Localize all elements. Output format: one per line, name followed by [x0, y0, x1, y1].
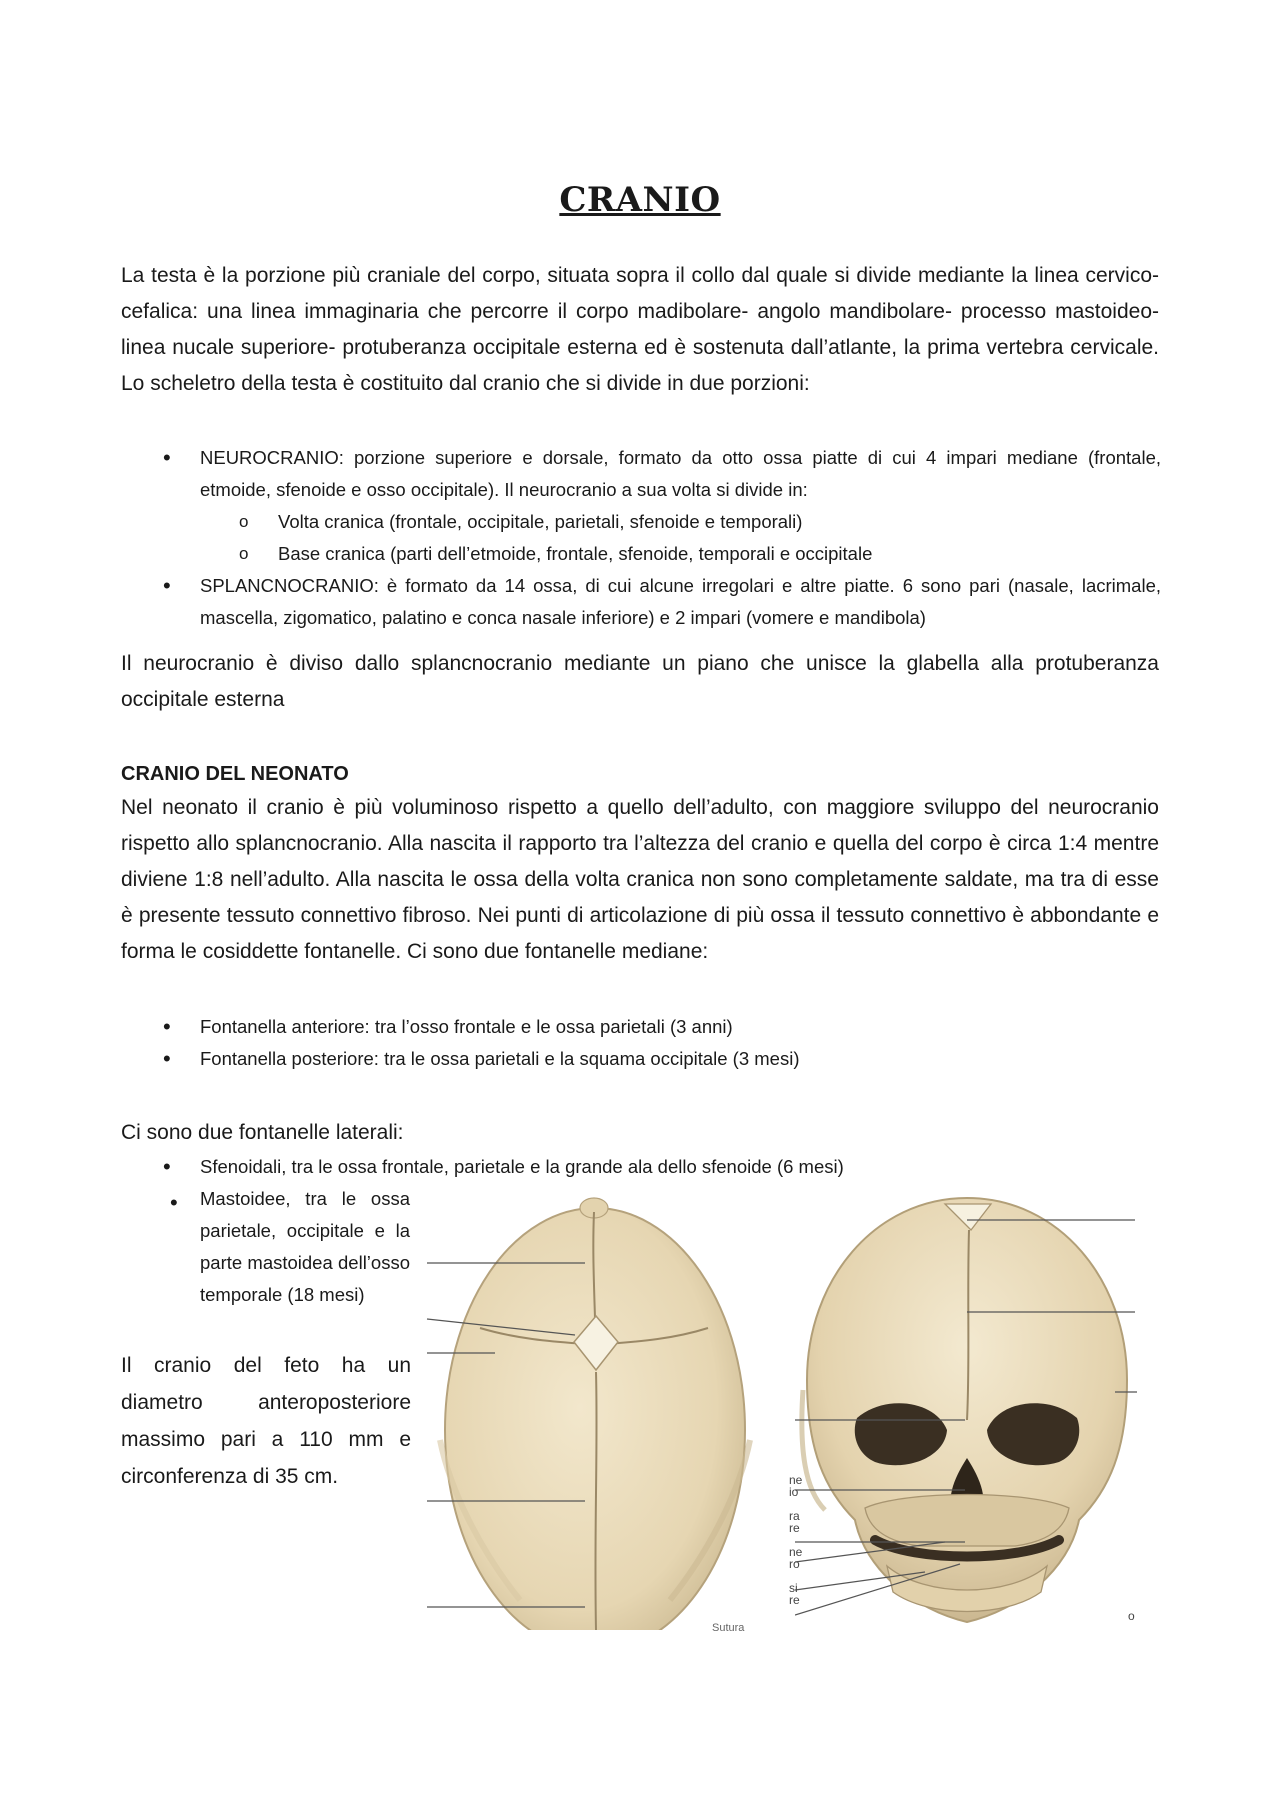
list-item-splancnocranio [121, 570, 1161, 634]
list-item-neurocranio [121, 442, 1161, 570]
section-heading-newborn: CRANIO DEL NEONATO [121, 763, 349, 785]
median-fontanelles-list [121, 1011, 1161, 1075]
figure-left-leader-lines [425, 1255, 590, 1615]
list-item-mastoidee: Mastoidee, tra le ossa parietale, occipitale e la parte mastoidea dell’osso temporale (18 mesi) [200, 1188, 410, 1305]
lateral-fontanelles-intro: Ci sono due fontanelle laterali: [121, 1121, 404, 1144]
figure-label-fragments: ne io ra re ne ro si re [789, 1473, 803, 1607]
newborn-paragraph: Nel neonato il cranio è più voluminoso rispetto a quello dell’adulto, con maggiore sviluppo del neurocranio rispetto allo splancnocranio. Alla nascita il rapporto tra l’altezza del cranio e quella del corpo è circa 1:4 mentre diviene 1:8 nell’adulto. Alla nascita le ossa della volta cranica non sono completamente saldate, ma tra di esse è presente tessuto connettivo fibroso. Nei punti di articolazione di più ossa il tessuto connettivo è abbondante e forma le cosiddette fontanelle. Ci sono due fontanelle mediane: [121, 796, 1159, 963]
sublist-item-base: o Base cranica (parti dell’etmoide, frontale, sfenoide, temporali e occipitale [200, 538, 1161, 570]
skull-parts-list [121, 442, 1161, 634]
splancnocranio-text: SPLANCNOCRANIO: è formato da 14 ossa, di cui alcune irregolari e altre piatte. 6 sono pari (nasale, lacrimale, mascella, zigomatico, palatino e conca nasale inferiore) e 2 impari (vomere e mandibola) [200, 575, 1161, 628]
list-item-fontanella-anteriore: • Fontanella anteriore: tra l’osso frontale e le ossa parietali (3 anni) [121, 1011, 1161, 1043]
neurocranio-text: NEUROCRANIO: porzione superiore e dorsale, formato da otto ossa piatte di cui 4 impari mediane (frontale, etmoide, sfenoide e osso occipitale). Il neurocranio a sua volta si divide in: [200, 447, 1161, 500]
lateral-fontanelles-list [121, 1151, 1161, 1183]
bullet-icon: • [170, 1190, 178, 1215]
figure-caption-fragment: Sutura [712, 1622, 745, 1634]
figure-label-fragment-o: o [1128, 1609, 1135, 1623]
division-paragraph: Il neurocranio è diviso dallo splancnocranio mediante un piano che unisce la glabella alla protuberanza occipitale esterna [121, 652, 1159, 711]
figure-right-leader-lines [795, 1210, 1140, 1630]
fetus-paragraph: Il cranio del feto ha un diametro anteroposteriore massimo pari a 110 mm e circonferenza di 35 cm. [121, 1354, 411, 1488]
list-item-fontanella-posteriore: • Fontanella posteriore: tra le ossa parietali e la squama occipitale (3 mesi) [121, 1043, 1161, 1075]
neurocranio-sublist [200, 506, 1161, 570]
page-title: CRANIO [559, 180, 721, 220]
sublist-item-volta: o Volta cranica (frontale, occipitale, parietali, sfenoide e temporali) [200, 506, 1161, 538]
intro-paragraph: La testa è la porzione più craniale del corpo, situata sopra il collo dal quale si divide mediante la linea cervico-cefalica: una linea immaginaria che percorre il corpo madibolare- angolo mandibolare- processo mastoideo- linea nucale superiore- protuberanza occipitale esterna ed è sostenuta dall’atlante, la prima vertebra cervicale. Lo scheletro della testa è costituito dal cranio che si divide in due porzioni: [121, 264, 1159, 395]
list-item-sfenoidali: • Sfenoidali, tra le ossa frontale, parietale e la grande ala dello sfenoide (6 mesi) [121, 1151, 1161, 1183]
